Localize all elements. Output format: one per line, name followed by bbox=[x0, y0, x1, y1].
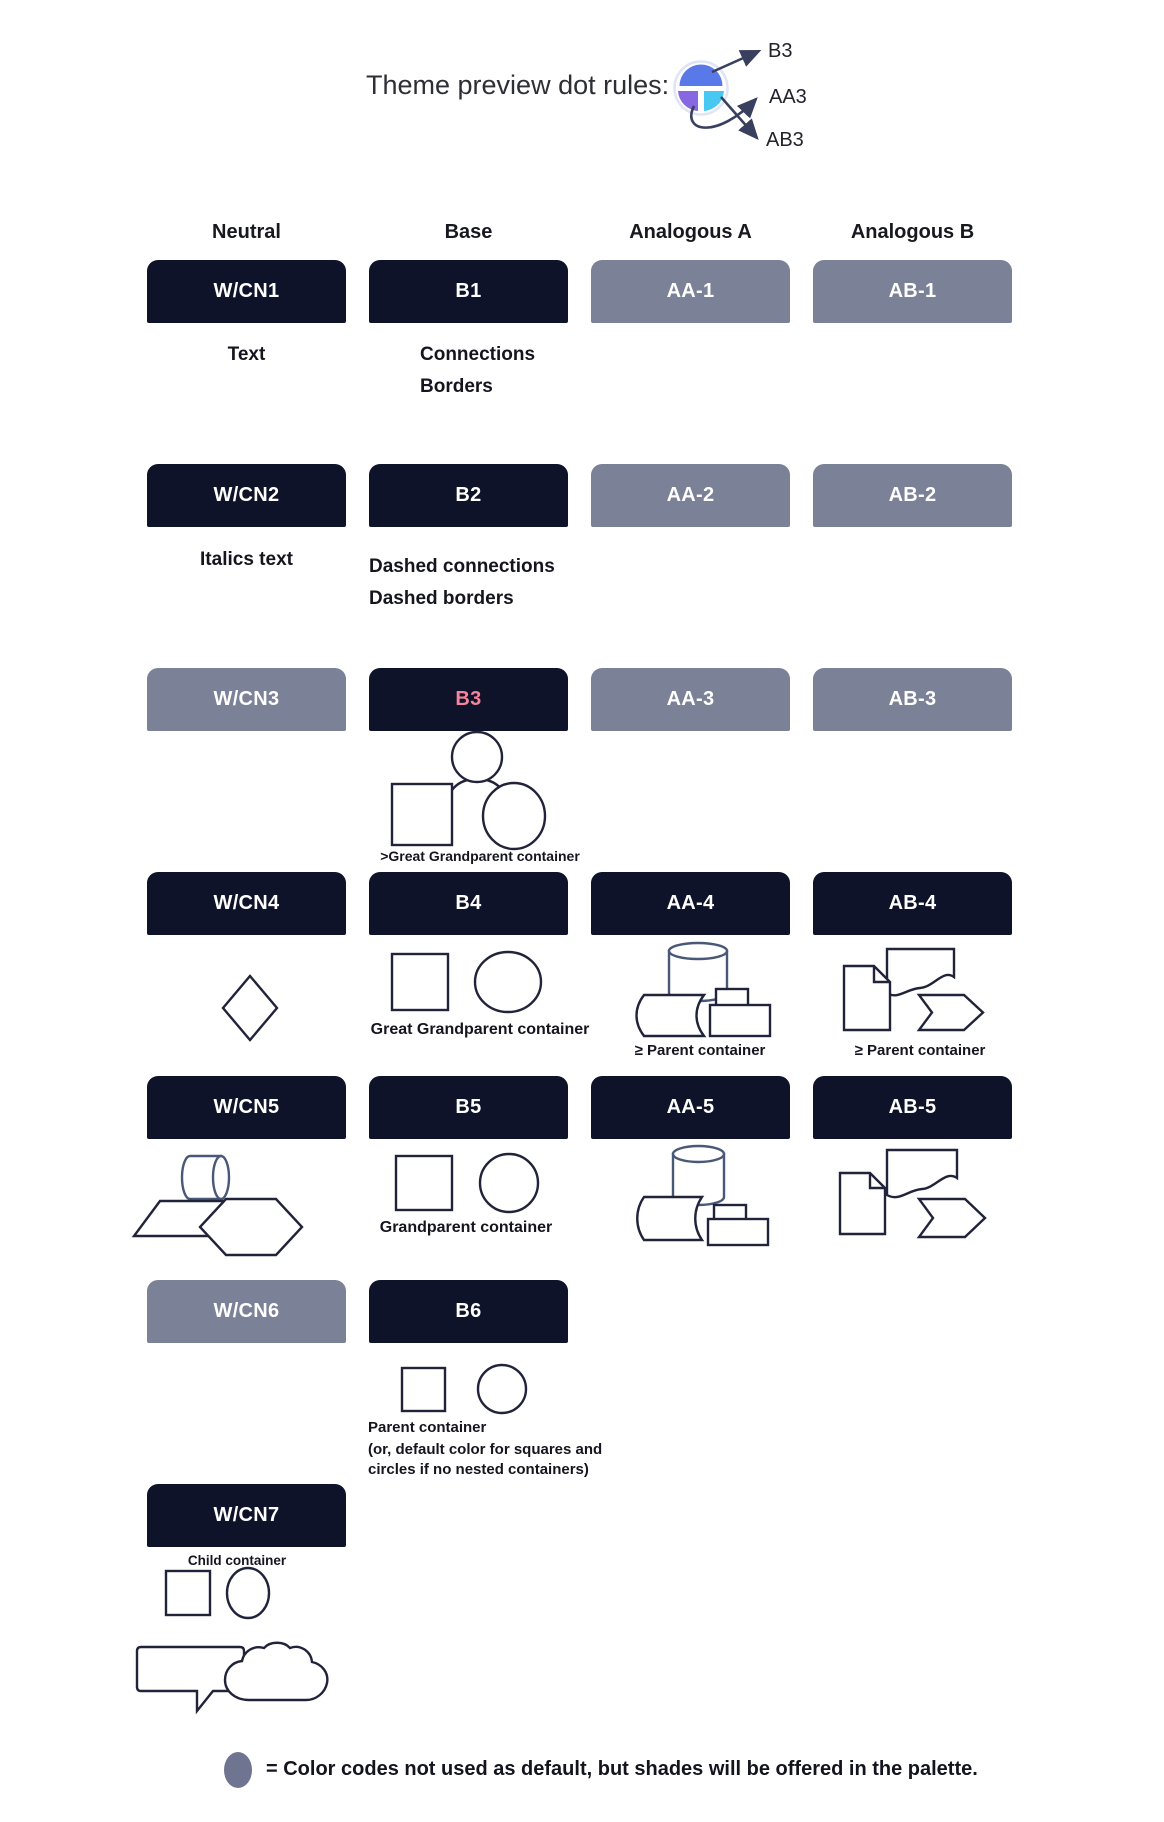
cylinder-top-icon bbox=[669, 943, 727, 959]
b4-shape-group bbox=[390, 948, 550, 1014]
swatch-wcn3: W/CN3 bbox=[147, 668, 346, 731]
ellipse-icon bbox=[483, 783, 545, 849]
caption-parent-note-2: circles if no nested containers) bbox=[368, 1461, 589, 1478]
column-header-base: Base bbox=[444, 221, 493, 243]
caption-gte-parent-aa: ≥ Parent container bbox=[634, 1042, 766, 1059]
page-title: Theme preview dot rules: bbox=[366, 70, 670, 100]
dot-segment-analogous-b-icon bbox=[704, 91, 724, 111]
swatch-aa2: AA-2 bbox=[591, 464, 790, 527]
chevron-banner-icon bbox=[919, 995, 983, 1030]
square-icon bbox=[396, 1156, 452, 1210]
wave-rect-icon bbox=[887, 1150, 957, 1197]
caption-italics-text: Italics text bbox=[200, 549, 293, 570]
swatch-wcn7: W/CN7 bbox=[147, 1484, 346, 1547]
swatch-wcn2: W/CN2 bbox=[147, 464, 346, 527]
swatch-b6: B6 bbox=[369, 1280, 568, 1343]
caption-great-grandparent: Great Grandparent container bbox=[370, 1021, 590, 1038]
caption-parent-note-1: (or, default color for squares and bbox=[368, 1441, 603, 1458]
swatch-aa5: AA-5 bbox=[591, 1076, 790, 1139]
caption-grandparent: Grandparent container bbox=[379, 1219, 553, 1236]
ellipse-icon bbox=[475, 952, 541, 1012]
dot-segment-analogous-a-icon bbox=[678, 91, 698, 111]
swatch-b4: B4 bbox=[369, 872, 568, 935]
swatch-wcn6: W/CN6 bbox=[147, 1280, 346, 1343]
aa5-shape-group bbox=[630, 1140, 795, 1248]
swatch-aa1: AA-1 bbox=[591, 260, 790, 323]
column-header-neutral: Neutral bbox=[212, 221, 281, 243]
caption-child: Child container bbox=[187, 1553, 287, 1568]
dot-target-analogous-a: AA3 bbox=[769, 86, 807, 108]
swatch-aa3: AA-3 bbox=[591, 668, 790, 731]
caption-gte-parent-ab: ≥ Parent container bbox=[854, 1042, 986, 1059]
square-icon bbox=[392, 784, 452, 845]
wcn7-shape-group bbox=[160, 1566, 280, 1620]
caption-great-grandparent-gt: >Great Grandparent container bbox=[380, 848, 580, 864]
circle-icon bbox=[480, 1154, 538, 1212]
column-header-analogous-a: Analogous A bbox=[629, 221, 752, 243]
b5-shape-group bbox=[390, 1150, 550, 1216]
caption-borders: Borders bbox=[420, 376, 493, 397]
caption-parent: Parent container bbox=[368, 1419, 487, 1436]
swatch-b2: B2 bbox=[369, 464, 568, 527]
caption-dashed-connections: Dashed connections bbox=[369, 556, 555, 577]
column-header-analogous-b: Analogous B bbox=[850, 221, 975, 243]
swatch-ab5: AB-5 bbox=[813, 1076, 1012, 1139]
theme-preview-dot-diagram bbox=[655, 28, 775, 158]
folder-icon bbox=[710, 1005, 770, 1036]
swatch-ab2: AB-2 bbox=[813, 464, 1012, 527]
swatch-b1: B1 bbox=[369, 260, 568, 323]
ab4-shape-group bbox=[828, 938, 998, 1042]
swatch-wcn1: W/CN1 bbox=[147, 260, 346, 323]
folder-icon bbox=[708, 1219, 768, 1245]
swatch-ab1: AB-1 bbox=[813, 260, 1012, 323]
b6-shape-group bbox=[395, 1362, 540, 1414]
person-head-icon bbox=[452, 732, 502, 782]
square-icon bbox=[166, 1571, 210, 1615]
swatch-wcn4: W/CN4 bbox=[147, 872, 346, 935]
stored-data-icon bbox=[637, 1197, 702, 1240]
square-icon bbox=[392, 954, 448, 1010]
swatch-ab4: AB-4 bbox=[813, 872, 1012, 935]
b3-shape-group bbox=[385, 728, 565, 853]
swatch-ab3: AB-3 bbox=[813, 668, 1012, 731]
diamond-icon bbox=[223, 976, 277, 1040]
stored-data-icon bbox=[637, 995, 705, 1036]
square-icon bbox=[402, 1368, 445, 1411]
swatch-b5: B5 bbox=[369, 1076, 568, 1139]
swatch-wcn5: W/CN5 bbox=[147, 1076, 346, 1139]
caption-text: Text bbox=[227, 344, 266, 365]
ab5-shape-group bbox=[828, 1142, 998, 1250]
chevron-banner-icon bbox=[919, 1199, 985, 1237]
document-icon bbox=[840, 1173, 885, 1234]
ellipse-icon bbox=[227, 1568, 269, 1618]
wcn7-shape-group-2 bbox=[135, 1640, 350, 1714]
wave-rect-icon bbox=[887, 949, 954, 995]
caption-connections: Connections bbox=[420, 344, 536, 365]
arrow-to-b3 bbox=[712, 51, 759, 72]
swatch-b3: B3 bbox=[369, 668, 568, 731]
caption-dashed-borders: Dashed borders bbox=[369, 588, 514, 609]
cylinder-top-icon bbox=[673, 1146, 724, 1162]
circle-icon bbox=[478, 1365, 526, 1413]
dot-target-base: B3 bbox=[768, 40, 793, 62]
swatch-aa4: AA-4 bbox=[591, 872, 790, 935]
horizontal-cylinder-icon bbox=[182, 1156, 229, 1199]
footnote-dot-icon bbox=[222, 1750, 256, 1790]
footnote-text: = Color codes not used as default, but shades will be offered in the palette. bbox=[266, 1758, 978, 1780]
aa4-shape-group bbox=[630, 938, 795, 1042]
dot-target-analogous-b: AB3 bbox=[766, 129, 804, 151]
wcn5-shape-group bbox=[128, 1148, 313, 1260]
wcn4-shape-group bbox=[222, 975, 278, 1041]
document-icon bbox=[844, 966, 890, 1030]
